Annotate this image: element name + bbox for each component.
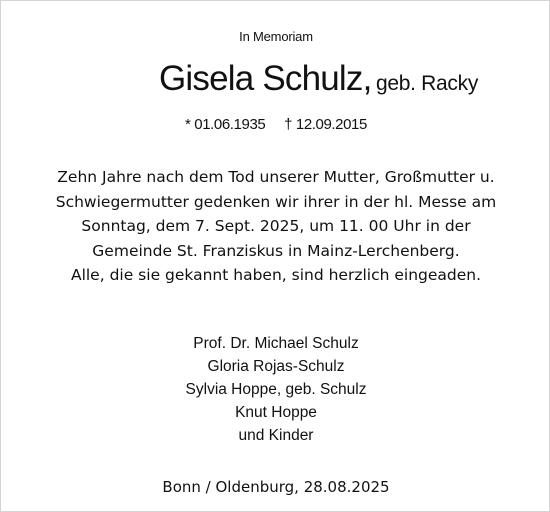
maiden-name: geb. Racky [375, 72, 479, 95]
life-dates: * 01.06.1935 † 12.09.2015 [185, 116, 367, 133]
signer: Prof. Dr. Michael Schulz [193, 335, 359, 352]
text-line: Gemeinde St. Franziskus in Mainz-Lerchenberg. [92, 241, 460, 260]
signer: und Kinder [238, 427, 314, 444]
text-line: Sonntag, dem 7. Sept. 2025, um 11. 00 Uhr in der [81, 217, 471, 235]
signer: Sylvia Hoppe, geb. Schulz [185, 381, 367, 398]
signers [1, 332, 550, 447]
text-line: Zehn Jahre nach dem Tod unserer Mutter, Großmutter u. [57, 168, 495, 186]
text-line: Schwiegermutter gedenken wir ihrer in der hl. Messe am [55, 192, 497, 211]
deceased-name: Gisela Schulz, [159, 59, 372, 98]
signer: Gloria Rojas-Schulz [207, 358, 345, 375]
text-line: Alle, die sie gekannt haben, sind herzlich eingeaden. [70, 266, 482, 284]
signer: Knut Hoppe [235, 404, 317, 421]
name-line [159, 59, 478, 99]
memorial-text [1, 165, 550, 288]
heading: In Memoriam [239, 29, 313, 44]
place-date: Bonn / Oldenburg, 28.08.2025 [162, 478, 390, 496]
